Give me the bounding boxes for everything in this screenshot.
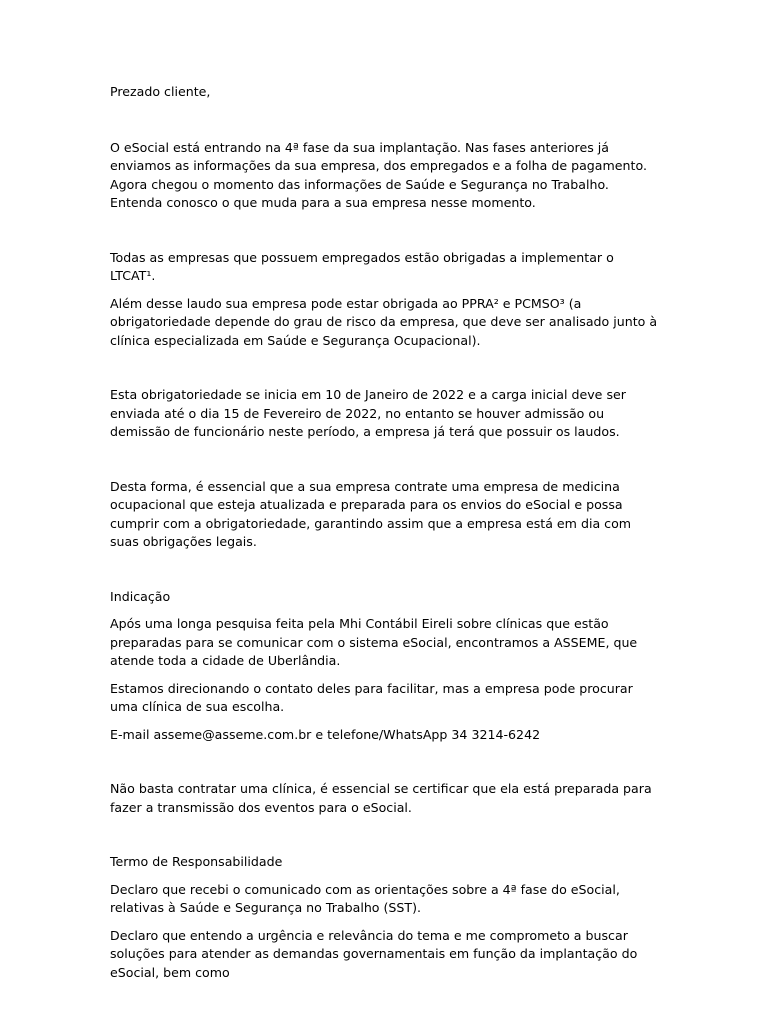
- intro-paragraph: O eSocial está entrando na 4ª fase da sua implantação. Nas fases anteriores já enviamos as informações da sua empresa, dos empregados e a folha de pagamento. Agora chegou o momento das informações de Saúde e Segurança no Trabalho. Entenda conosco o que muda para a sua empresa nesse momento.: [110, 139, 647, 210]
- declaration-paragraph-1: Declaro que recebi o comunicado com as orientações sobre a 4ª fase do eSocial, relativas à Saúde e Segurança no Trabalho (SST).: [110, 881, 620, 915]
- research-paragraph: Após uma longa pesquisa feita pela Mhi Contábil Eireli sobre clínicas que estão preparadas para se comunicar com o sistema eSocial, encontramos a ASSEME, que atende toda a cidade de Uberlândia.: [110, 616, 638, 668]
- letter-page: [110, 83, 662, 982]
- contact-line: E-mail asseme@asseme.com.br e telefone/WhatsApp 34 3214-6242: [110, 726, 541, 742]
- certify-paragraph: Não basta contratar uma clínica, é essencial se certificar que ela está preparada para fazer a transmissão dos eventos para o eSocial.: [110, 781, 652, 815]
- deadline-paragraph: Esta obrigatoriedade se inicia em 10 de Janeiro de 2022 e a carga inicial deve ser enviada até o dia 15 de Fevereiro de 2022, no entanto se houver admissão ou demissão de funcionário neste período, a empresa já terá que possuir os laudos.: [110, 387, 626, 439]
- ltcat-paragraph: Todas as empresas que possuem empregados estão obrigadas a implementar o LTCAT¹.: [110, 249, 614, 283]
- declaration-paragraph-2: Declaro que entendo a urgência e relevância do tema e me comprometo a buscar soluções para atender as demandas governamentais em função da implantação do eSocial, bem como: [110, 927, 638, 980]
- greeting: Prezado cliente,: [110, 84, 211, 99]
- direction-paragraph: Estamos direcionando o contato deles para facilitar, mas a empresa pode procurar uma clínica de sua escolha.: [110, 680, 633, 714]
- indicacao-heading: Indicação: [110, 588, 171, 604]
- hire-clinic-paragraph: Desta forma, é essencial que a sua empresa contrate uma empresa de medicina ocupacional que esteja atualizada e preparada para os envios do eSocial e possa cumprir com a obrigatoriedade, garantindo assim que a empresa está em dia com suas obrigações legais.: [110, 478, 632, 549]
- termo-heading: Termo de Responsabilidade: [110, 854, 283, 869]
- ppra-pcmso-paragraph: Além desse laudo sua empresa pode estar obrigada ao PPRA² e PCMSO³ (a obrigatoriedade depende do grau de risco da empresa, que deve ser analisado junto à clínica especializada em Saúde e Segurança Ocupacional).: [110, 295, 658, 348]
